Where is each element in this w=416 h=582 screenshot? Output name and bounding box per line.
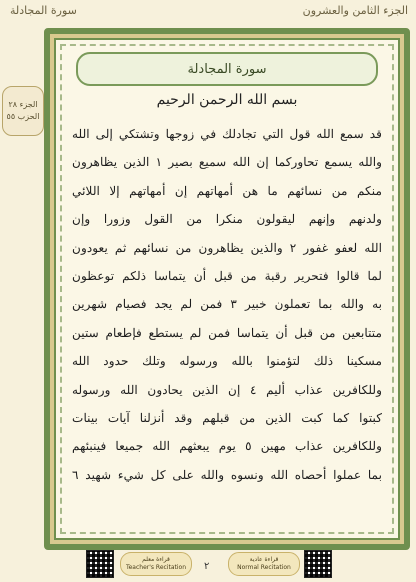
verse-lines [72,120,382,489]
verse-line: وللكافرين عذاب أليم ٤ إن الذين يحادون الله ورسوله [72,382,382,397]
juz-hizb-tab[interactable] [2,86,44,136]
page-frame [44,28,410,550]
normal-recitation-label-en: Normal Recitation [237,564,291,571]
verse-line: به والله بما تعملون خبير ٣ فمن لم يجد فصيام شهرين [72,297,382,312]
verse-line: وللكافرين عذاب مهين ٥ يوم يبعثهم الله جميعا فينبئهم [72,439,382,454]
teacher-recitation-label-en: Teacher's Recitation [125,564,187,571]
surah-banner [76,52,378,86]
basmala: بسم الله الرحمن الرحيم [156,92,298,108]
verse-line: لما قالوا فتحرير رقبة من قبل أن يتماسا ذلكم توعظون [72,268,382,283]
juz-label: الجزء ٢٨ [8,100,38,109]
verse-line: ولدنهم وإنهم ليقولون منكرا من القول وزورا وإن [72,212,382,227]
juz-header: الجزء الثامن والعشرون [302,4,408,17]
verse-line: والله يسمع تحاوركما إن الله سميع بصير ١ الذين يظاهرون [72,155,382,170]
page-footer [0,550,416,582]
normal-qr-code[interactable] [304,550,332,578]
verse-line: منكم من نسائهم ما هن أمهاتهم إن أمهاتهم إلا اللائي [72,183,382,198]
teacher-qr-code[interactable] [86,550,114,578]
verse-line: كبتوا كما كبت الذين من قبلهم وقد أنزلنا آيات بينات [72,410,382,425]
teacher-recitation-button[interactable] [120,552,192,576]
verse-line: قد سمع الله قول التي تجادلك في زوجها وتشتكي إلى الله [72,127,382,141]
verse-line: الله لعفو غفور ٢ والذين يظاهرون من نسائهم ثم يعودون [72,240,382,255]
verse-line: مسكينا ذلك لتؤمنوا بالله ورسوله وتلك حدود الله [72,354,382,369]
verse-line: متتابعين من قبل أن يتماسا فمن لم يستطع فإطعام ستين [72,325,382,340]
normal-recitation-button[interactable] [228,552,300,576]
normal-recitation-label-ar: قراءة عادية [249,556,279,563]
page-number: ٢ [204,561,210,572]
surah-header: سورة المجادلة [10,4,77,17]
teacher-recitation-label-ar: قراءة معلم [142,556,170,563]
verse-line: بما عملوا أحصاه الله ونسوه والله على كل شيء شهيد ٦ [72,467,382,482]
hizb-label: الحزب ٥٥ [6,112,40,121]
surah-banner-title: سورة المجادلة [187,61,267,77]
